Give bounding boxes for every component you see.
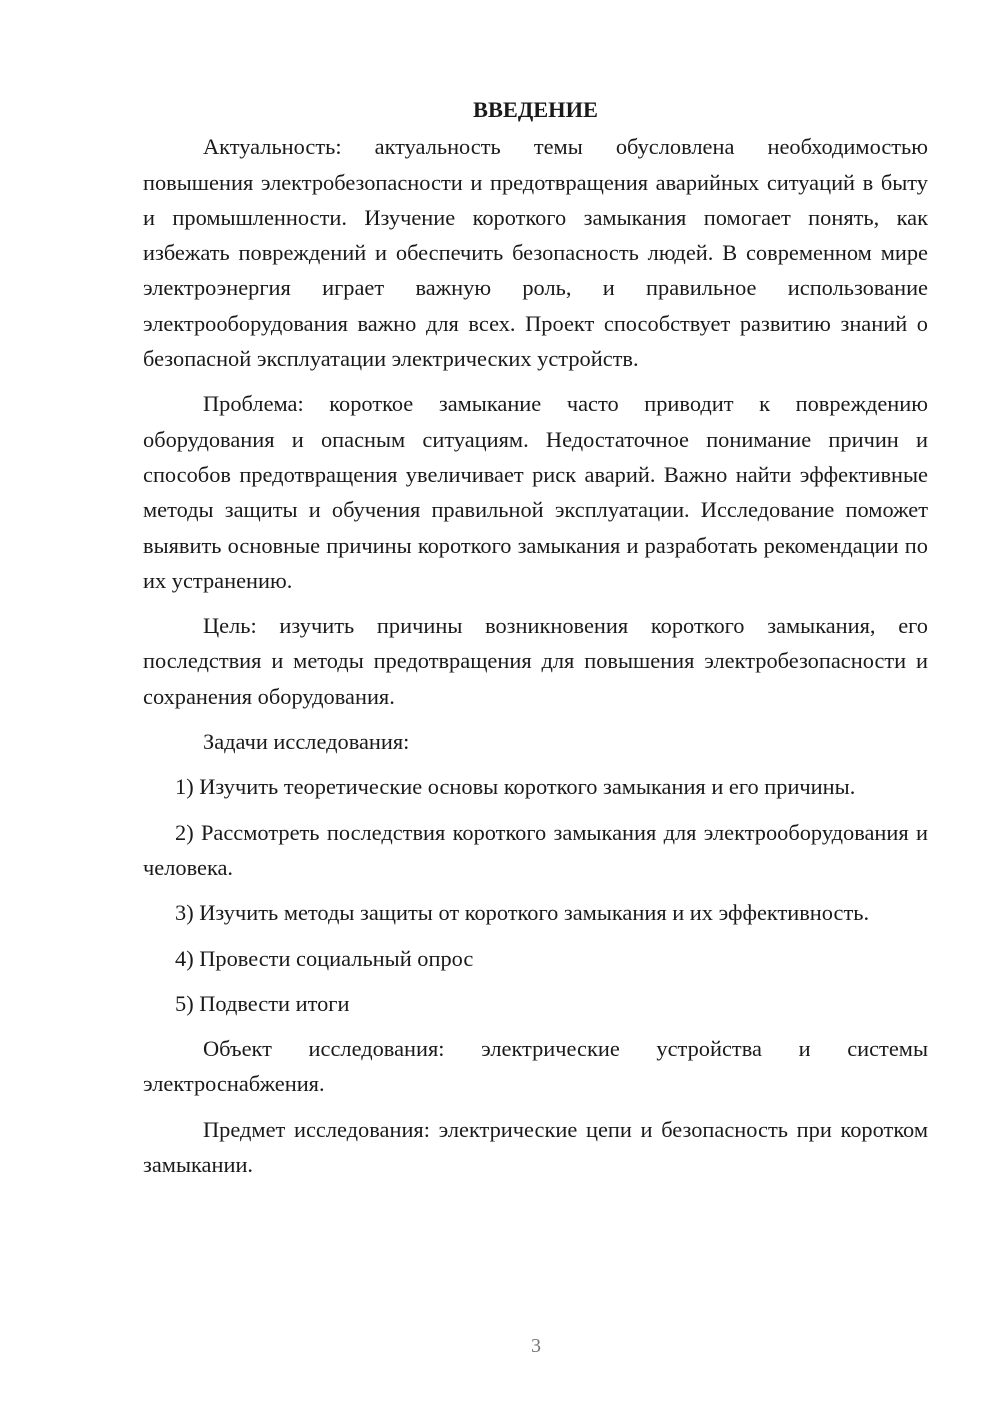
paragraph-goal: Цель: изучить причины возникновения короткого замыкания, его последствия и методы предотвращения для повышения электробезопасности и сохранения оборудования.	[143, 613, 928, 709]
task-item-5: 5) Подвести итоги	[175, 990, 350, 1016]
document-body	[143, 92, 928, 1182]
page-number: 3	[531, 1335, 541, 1357]
task-item-2: 2) Рассмотреть последствия короткого замыкания для электрооборудования и человека.	[143, 819, 928, 880]
task-item-1: 1) Изучить теоретические основы короткого замыкания и его причины.	[175, 774, 856, 800]
task-item-3: 3) Изучить методы защиты от короткого замыкания и их эффективность.	[175, 900, 870, 926]
tasks-heading: Задачи исследования:	[203, 729, 410, 755]
paragraph-relevance: Актуальность: актуальность темы обусловлена необходимостью повышения электробезопасности и предотвращения аварийных ситуаций в быту и промышленности. Изучение короткого замыкания помогает понять, как избежать повреждений и обеспечить безопасность людей. В современном мире электроэнергия играет важную роль, и правильное использование электрооборудования важно для всех. Проект способствует развитию знаний о безопасной эксплуатации электрических устройств.	[143, 134, 928, 372]
paragraph-subject: Предмет исследования: электрические цепи и безопасность при коротком замыкании.	[143, 1116, 928, 1178]
task-item-4: 4) Провести социальный опрос	[175, 945, 474, 971]
page-title: ВВЕДЕНИЕ	[473, 97, 598, 122]
paragraph-object: Объект исследования: электрические устройства и системы электроснабжения.	[143, 1036, 928, 1097]
paragraph-problem: Проблема: короткое замыкание часто приводит к повреждению оборудования и опасным ситуациям. Недостаточное понимание причин и способов предотвращения увеличивает риск аварий. Важно найти эффективные методы защиты и обучения правильной эксплуатации. Исследование поможет выявить основные причины короткого замыкания и разработать рекомендации по их устранению.	[143, 391, 928, 593]
